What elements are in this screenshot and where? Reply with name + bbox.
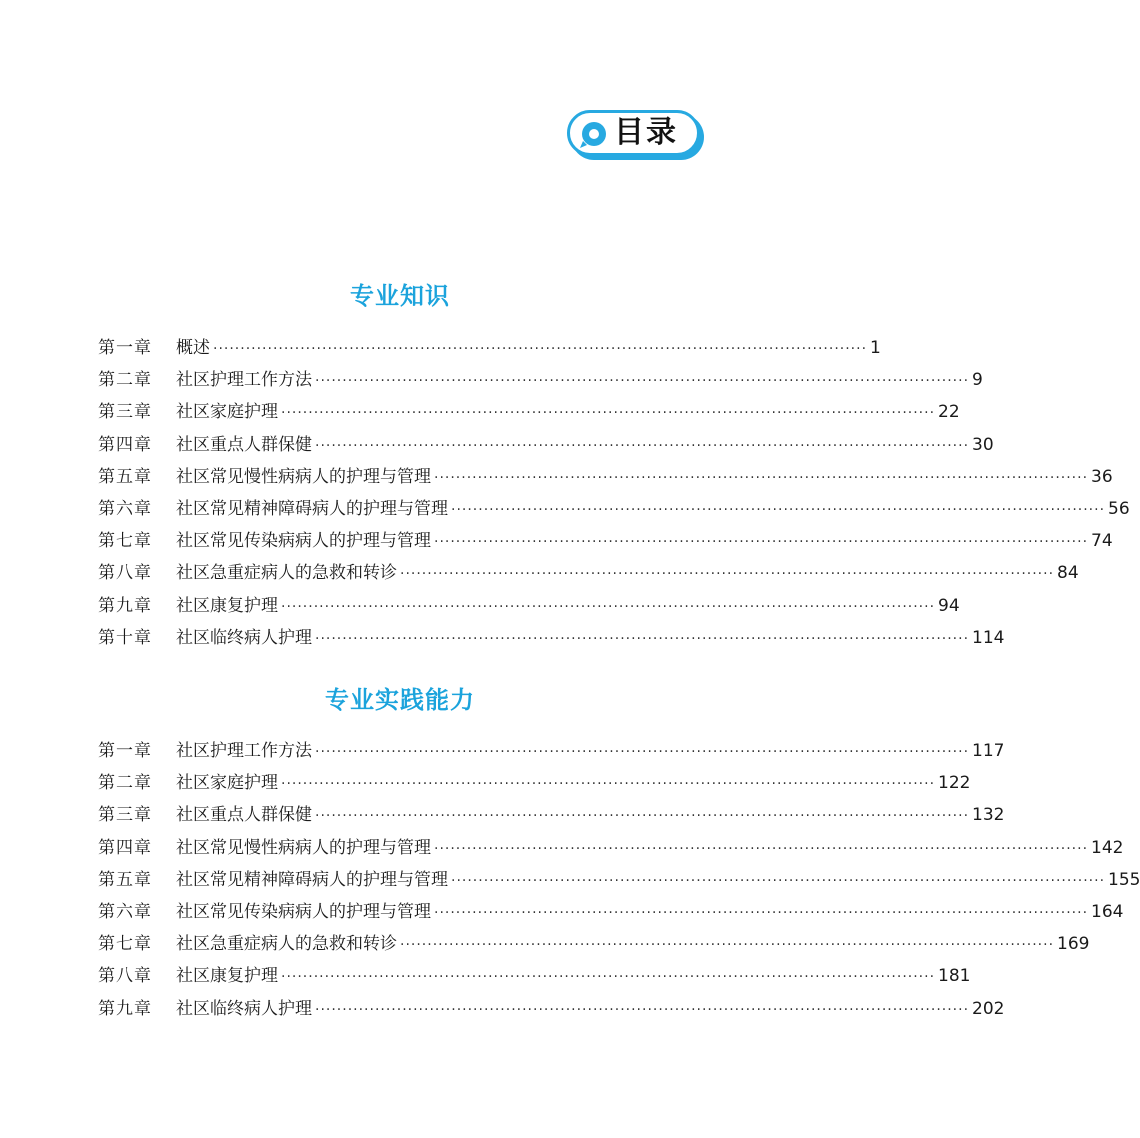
- section-title-knowledge: 专业知识: [350, 281, 450, 310]
- chapter-number: 第六章: [98, 901, 152, 922]
- toc-entry[interactable]: [98, 800, 1005, 832]
- dot-leader: ························································································································: [400, 937, 1055, 954]
- chapter-number: 第四章: [98, 837, 152, 858]
- dot-leader: ························································································································: [281, 969, 936, 986]
- chapter-number: 第八章: [98, 966, 152, 987]
- page-number: 74: [1091, 531, 1113, 552]
- toc-entry[interactable]: [98, 591, 960, 623]
- dot-leader: ························································································································: [315, 437, 970, 454]
- dot-leader: ························································································································: [434, 534, 1089, 551]
- toc-entry[interactable]: [98, 994, 1005, 1026]
- dot-leader: ························································································································: [434, 840, 1089, 857]
- toc-entry[interactable]: [98, 833, 1124, 865]
- toc-entry[interactable]: [98, 623, 1005, 655]
- chapter-title: 社区康复护理: [176, 966, 278, 987]
- page-number: 1: [870, 338, 881, 358]
- dot-leader: ························································································································: [451, 501, 1106, 518]
- page-number: 84: [1057, 563, 1079, 584]
- chapter-title: 社区康复护理: [176, 595, 278, 616]
- toc-badge: [567, 110, 700, 156]
- chapter-number: 第六章: [98, 498, 152, 519]
- chapter-number: 第十章: [98, 627, 152, 648]
- chapter-number: 第五章: [98, 466, 152, 487]
- chapter-number: 第二章: [98, 773, 152, 794]
- page-number: 202: [972, 998, 1005, 1019]
- chapter-number: 第一章: [98, 338, 152, 358]
- toc-heading: 目录: [614, 115, 678, 150]
- page-number: 22: [938, 402, 960, 423]
- toc-entry[interactable]: [98, 897, 1124, 929]
- page-number: 164: [1091, 901, 1124, 922]
- chapter-title: 社区家庭护理: [176, 402, 278, 423]
- chapter-title: 社区常见传染病病人的护理与管理: [176, 531, 431, 552]
- page-number: 169: [1057, 934, 1090, 955]
- page-number: 30: [972, 434, 994, 455]
- toc-entry[interactable]: [98, 768, 971, 800]
- page-number: 181: [938, 966, 971, 987]
- toc-entry[interactable]: [98, 558, 1079, 590]
- chapter-number: 第三章: [98, 402, 152, 423]
- page-number: 36: [1091, 466, 1113, 487]
- toc-entry[interactable]: [98, 462, 1113, 494]
- chapter-number: 第四章: [98, 434, 152, 455]
- dot-leader: ························································································································: [315, 1001, 970, 1018]
- dot-leader: ························································································································: [315, 744, 970, 760]
- chapter-number: 第三章: [98, 805, 152, 826]
- chapter-title: 社区急重症病人的急救和转诊: [176, 934, 397, 955]
- dot-leader: ························································································································: [281, 598, 936, 615]
- page-number: 155: [1108, 869, 1140, 890]
- section-title-practice: 专业实践能力: [325, 685, 475, 714]
- chapter-title: 社区护理工作方法: [176, 370, 312, 391]
- chapter-title: 社区常见慢性病病人的护理与管理: [176, 837, 431, 858]
- page-number: 9: [972, 370, 983, 391]
- chapter-number: 第八章: [98, 563, 152, 584]
- toc-entry[interactable]: [98, 961, 971, 993]
- dot-leader: ························································································································: [315, 808, 970, 825]
- toc-entry[interactable]: [98, 397, 960, 429]
- page-number: 122: [938, 773, 971, 794]
- chapter-number: 第七章: [98, 934, 152, 955]
- chapter-title: 社区急重症病人的急救和转诊: [176, 563, 397, 584]
- toc-entry[interactable]: [98, 365, 983, 397]
- dot-leader: ························································································································: [281, 405, 936, 422]
- page-number: 56: [1108, 498, 1130, 519]
- chapter-title: 社区临终病人护理: [176, 627, 312, 648]
- dot-leader: ························································································································: [281, 776, 936, 793]
- chapter-title: 社区重点人群保健: [176, 805, 312, 826]
- toc-entry[interactable]: [98, 333, 881, 365]
- chapter-title: 社区常见慢性病病人的护理与管理: [176, 466, 431, 487]
- chapter-number: 第一章: [98, 741, 152, 761]
- page-number: 114: [972, 627, 1005, 648]
- ribbon-icon: [579, 119, 609, 149]
- chapter-number: 第二章: [98, 370, 152, 391]
- toc-list-knowledge: [98, 333, 1130, 655]
- chapter-title: 概述: [176, 338, 210, 358]
- chapter-number: 第九章: [98, 998, 152, 1019]
- chapter-title: 社区常见传染病病人的护理与管理: [176, 901, 431, 922]
- dot-leader: ························································································································: [315, 373, 970, 390]
- toc-entry[interactable]: [98, 526, 1113, 558]
- dot-leader: ························································································································: [315, 630, 970, 647]
- toc-list-practice: [98, 736, 1140, 1026]
- chapter-title: 社区临终病人护理: [176, 998, 312, 1019]
- chapter-number: 第九章: [98, 595, 152, 616]
- toc-entry[interactable]: [98, 494, 1130, 526]
- dot-leader: ························································································································: [434, 469, 1089, 486]
- chapter-title: 社区护理工作方法: [176, 741, 312, 761]
- dot-leader: ························································································································: [434, 904, 1089, 921]
- page-number: 94: [938, 595, 960, 616]
- dot-leader: ························································································································: [213, 341, 868, 357]
- chapter-number: 第七章: [98, 531, 152, 552]
- dot-leader: ························································································································: [451, 872, 1106, 889]
- page-number: 117: [972, 741, 1005, 761]
- chapter-title: 社区常见精神障碍病人的护理与管理: [176, 498, 448, 519]
- chapter-title: 社区家庭护理: [176, 773, 278, 794]
- toc-entry[interactable]: [98, 865, 1140, 897]
- toc-entry[interactable]: [98, 430, 994, 462]
- dot-leader: ························································································································: [400, 566, 1055, 583]
- chapter-number: 第五章: [98, 869, 152, 890]
- page-number: 142: [1091, 837, 1124, 858]
- toc-entry[interactable]: [98, 929, 1090, 961]
- chapter-title: 社区重点人群保健: [176, 434, 312, 455]
- chapter-title: 社区常见精神障碍病人的护理与管理: [176, 869, 448, 890]
- page-number: 132: [972, 805, 1005, 826]
- toc-entry[interactable]: [98, 736, 1005, 768]
